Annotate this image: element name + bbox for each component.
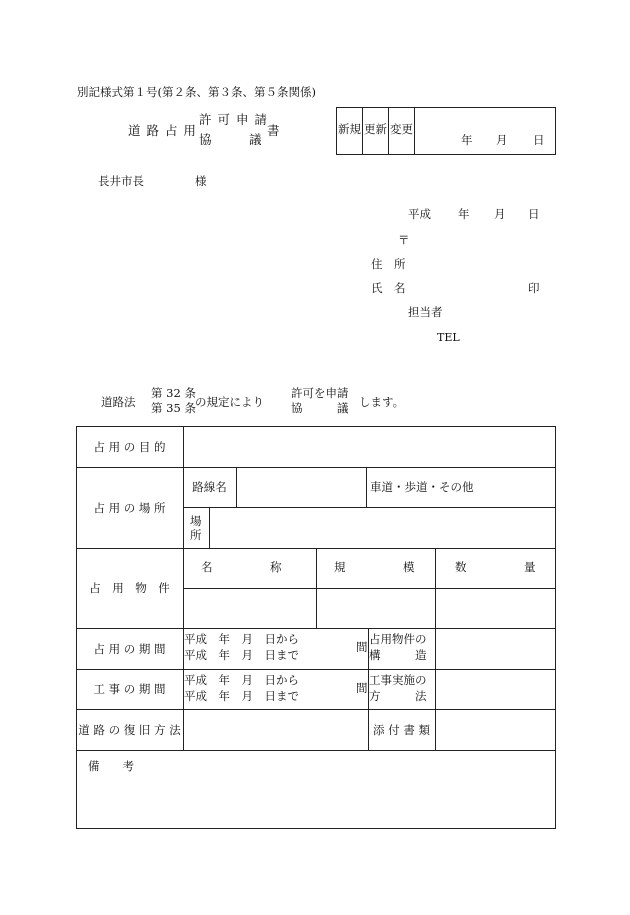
applicant-month: 月 [494, 207, 506, 221]
object-name-field[interactable] [184, 589, 316, 628]
quantity-column-header: 数 量 [455, 560, 536, 574]
objects-label: 占 用 物 件 [89, 581, 170, 595]
purpose-label: 占 用 の 目 的 [93, 439, 166, 454]
restoration-label: 道 路 の 復 旧 方 法 [78, 722, 181, 737]
method-field[interactable] [436, 670, 555, 709]
place-field[interactable] [210, 508, 555, 548]
purpose-field[interactable] [184, 427, 555, 467]
structure-label-1: 占用物件の [369, 632, 427, 646]
place-label: 場所 [190, 514, 202, 542]
header-date-day: 日 [533, 133, 545, 147]
form-number: 別記様式第１号(第２条、第３条、第５条関係) [77, 85, 316, 99]
title-left: 道 路 占 用 [128, 123, 197, 138]
period-from[interactable]: 平成 年 月 日から [184, 632, 299, 646]
structure-field[interactable] [436, 629, 555, 669]
road-type-text[interactable]: 車道・歩道・その他 [370, 480, 474, 494]
construction-suffix: 間 [356, 681, 368, 695]
statement-article-35: 第 35 条 [151, 401, 196, 415]
title-consult: 協 議 [199, 132, 262, 147]
statement-action-consult: 協 議 [291, 401, 349, 415]
applicant-year: 年 [458, 207, 470, 221]
period-to[interactable]: 平成 年 月 日まで [184, 648, 299, 662]
addressee-honorific: 様 [195, 174, 207, 188]
remarks-label: 備 考 [88, 759, 134, 773]
location-label: 占 用 の 場 所 [93, 500, 166, 515]
title-suffix: 書 [267, 123, 280, 138]
scale-column-header: 規 模 [334, 560, 415, 574]
name-column-header: 名 称 [201, 560, 282, 574]
status-change[interactable]: 変更 [390, 122, 413, 136]
route-name-label: 路線名 [192, 480, 227, 494]
object-scale-field[interactable] [317, 589, 435, 628]
statement-action-permit: 許可を申請 [291, 386, 349, 400]
postal-mark: 〒 [398, 233, 410, 247]
attachments-field[interactable] [436, 710, 555, 750]
construction-to[interactable]: 平成 年 月 日まで [184, 689, 299, 703]
statement-ending: します。 [359, 395, 405, 409]
statement-provision: の規定により [195, 395, 264, 409]
construction-from[interactable]: 平成 年 月 日から [184, 673, 299, 687]
period-label: 占 用 の 期 間 [93, 641, 166, 656]
title-permit: 許 可 申 請 [199, 112, 268, 127]
restoration-field[interactable] [184, 710, 368, 750]
remarks-field[interactable] [77, 778, 555, 828]
construction-period-label: 工 事 の 期 間 [93, 682, 166, 696]
applicant-era: 平成 [408, 207, 431, 221]
structure-label-2: 構 造 [369, 648, 427, 662]
statement-article-32: 第 32 条 [151, 386, 196, 400]
object-quantity-field[interactable] [436, 589, 555, 628]
period-suffix: 間 [356, 640, 368, 654]
tel-label: TEL [437, 331, 460, 344]
attachments-label: 添 付 書 類 [373, 722, 430, 737]
status-renew[interactable]: 更新 [364, 122, 387, 136]
method-label-2: 方 法 [369, 689, 427, 703]
seal-mark: 印 [528, 281, 540, 295]
addressee-name: 長井市長 [98, 174, 144, 188]
header-date-month: 月 [496, 133, 508, 147]
contact-label: 担当者 [408, 305, 443, 319]
status-new[interactable]: 新規 [338, 122, 361, 136]
address-label: 住 所 [371, 257, 406, 271]
applicant-day: 日 [528, 207, 540, 221]
name-label: 氏 名 [371, 281, 406, 295]
route-name-field[interactable] [237, 468, 366, 507]
header-date-year: 年 [461, 133, 473, 147]
statement-law: 道路法 [101, 395, 136, 409]
method-label-1: 工事実施の [369, 673, 427, 687]
